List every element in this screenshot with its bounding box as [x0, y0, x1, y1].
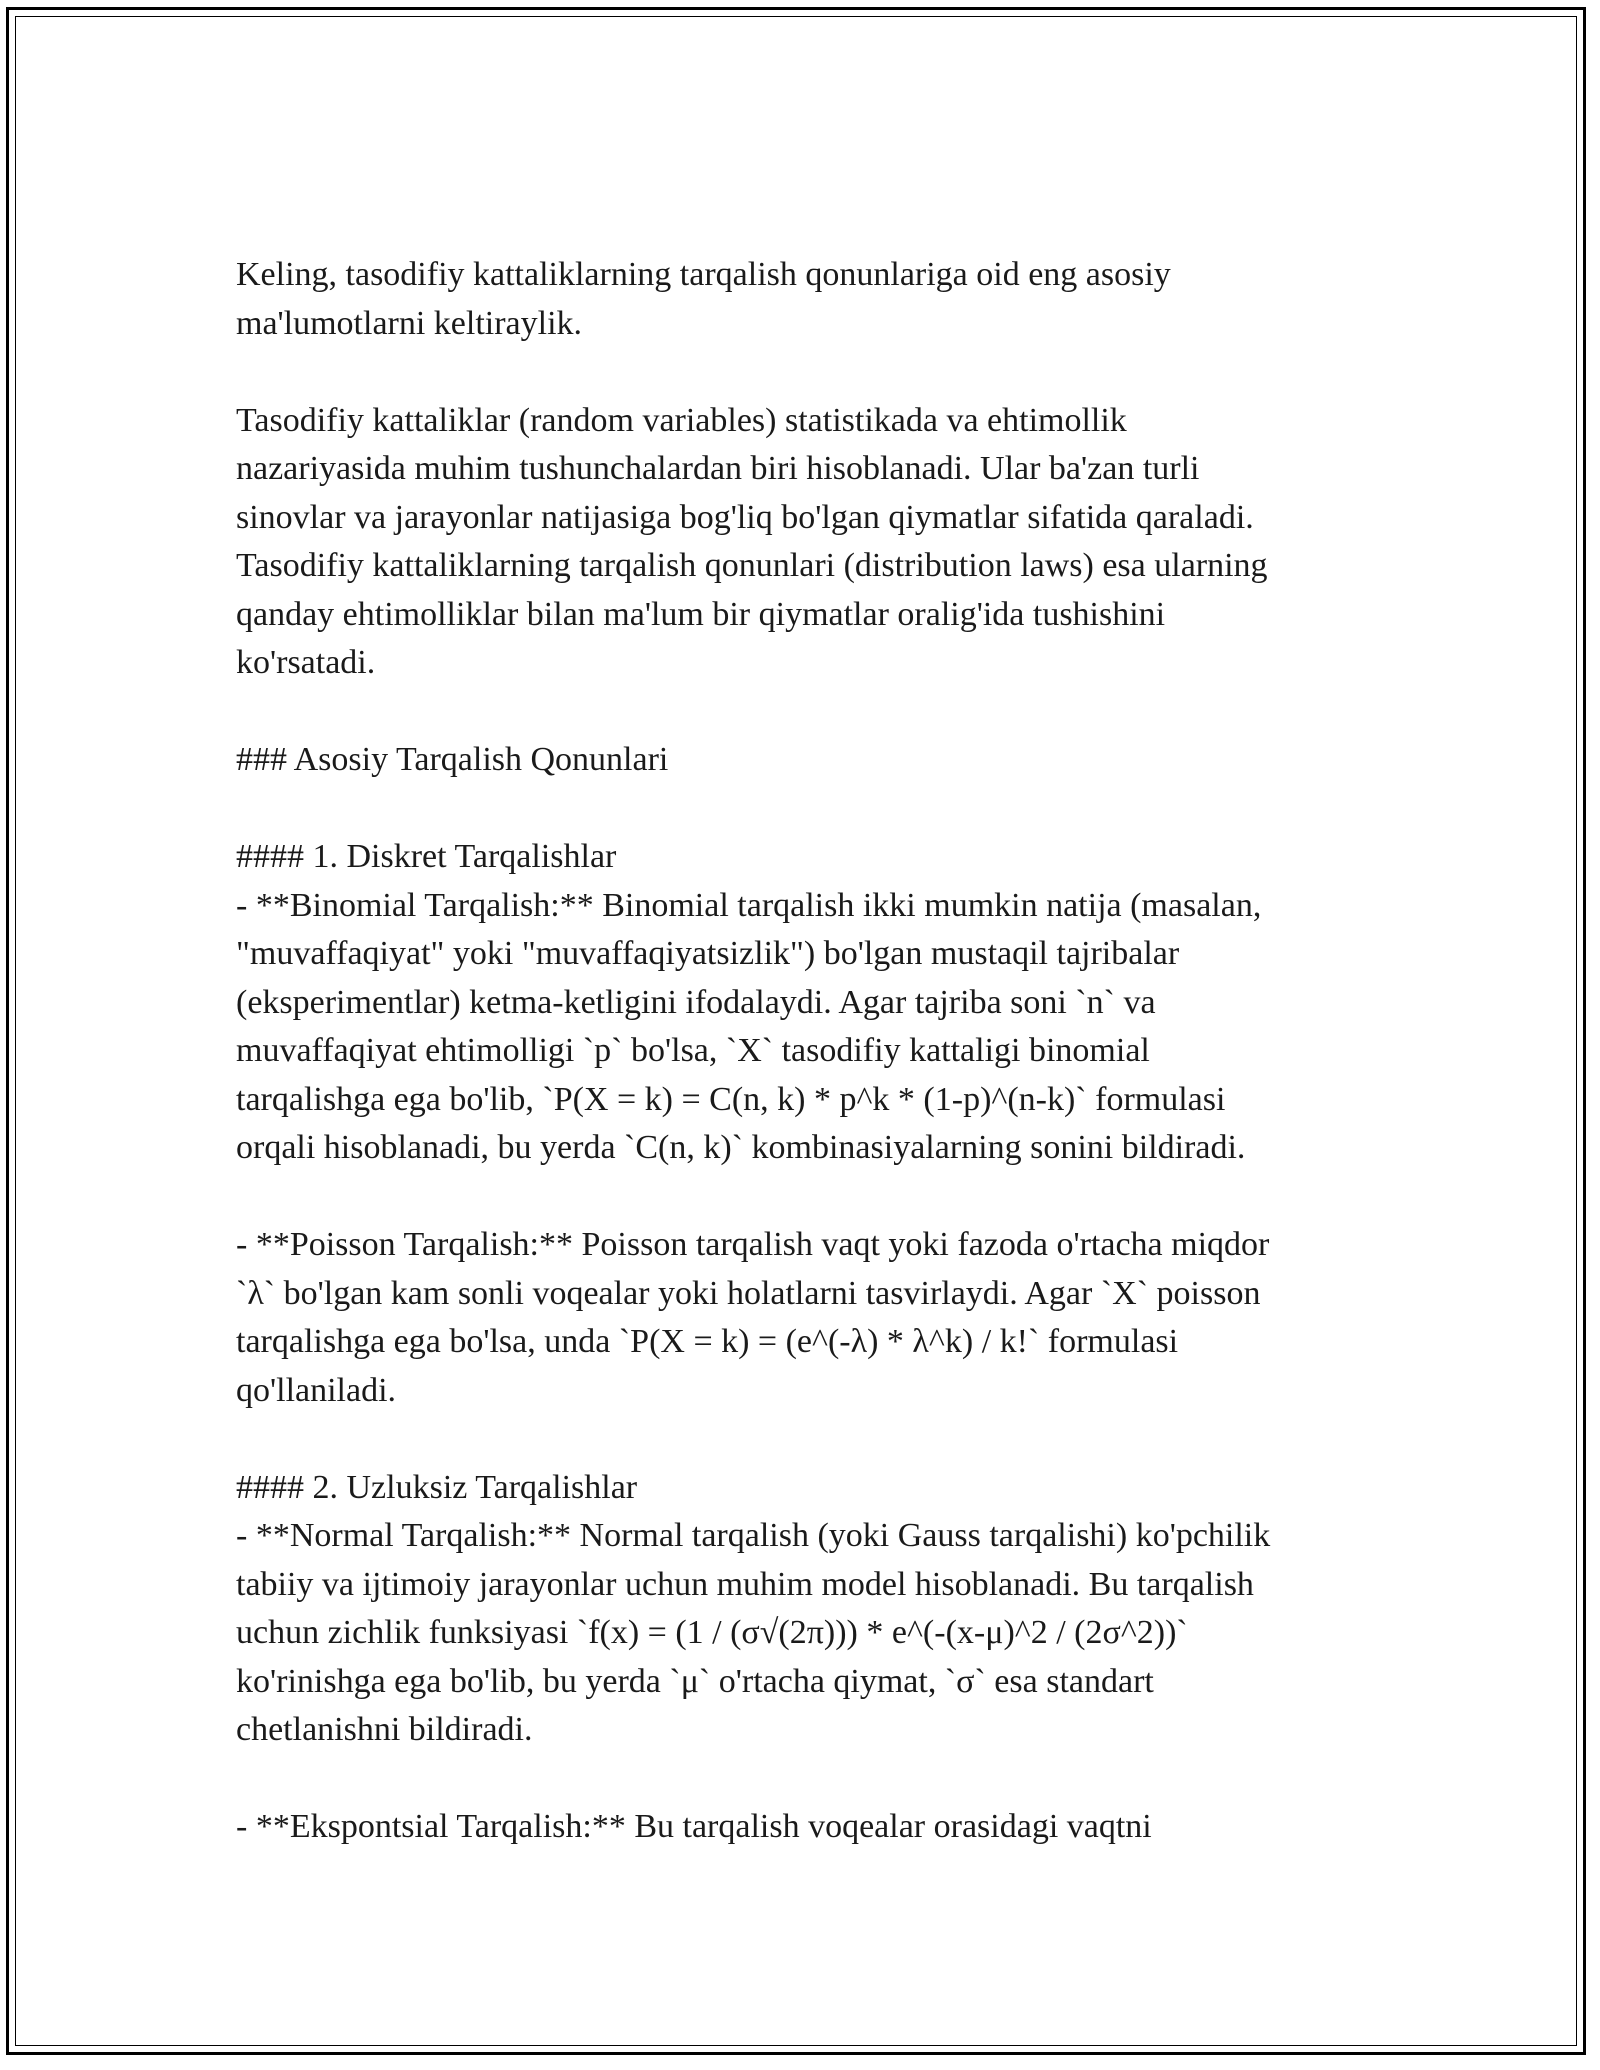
subsection-heading-discrete: #### 1. Diskret Tarqalishlar [236, 838, 617, 875]
section-heading-main-laws: ### Asosiy Tarqalish Qonunlari [236, 741, 669, 778]
subsection-heading-continuous: #### 2. Uzluksiz Tarqalishlar [236, 1468, 638, 1506]
poisson-list-item: - **Poisson Tarqalish:** Poisson tarqalish vaqt yoki fazoda o'rtacha miqdor `λ` bo'lgan kam sonli voqealar yoki holatlarni tasvirlaydi. Agar `X` poisson tarqalishga ega bo'lsa, unda `P(X = k) = (e^(-λ) * λ^k) / k!` formulasi qo'llaniladi. [236, 1226, 1270, 1409]
intro-paragraph: Keling, tasodifiy kattaliklarning tarqalish qonunlariga oid eng asosiy ma'lumotlarni keltiraylik. [236, 256, 1171, 342]
document-body [236, 251, 1356, 1852]
exponential-list-item: - **Ekspontsial Tarqalish:** Bu tarqalish voqealar orasidagi vaqtni [236, 1808, 1152, 1845]
normal-list-item: - **Normal Tarqalish:** Normal tarqalish (yoki Gauss tarqalishi) ko'pchilik tabiiy va ijtimoiy jarayonlar uchun muhim model hisoblanadi. Bu tarqalish uchun zichlik funksiyasi `f(x) = (1 / (σ√(2π))) * e^(-(x-μ)^2 / (2σ^2))` ko'rinishga ega bo'lib, bu yerda `μ` o'rtacha qiymat, `σ` esa standart chetlanishni bildiradi. [236, 1517, 1271, 1748]
binomial-list-item: - **Binomial Tarqalish:** Binomial tarqalish ikki mumkin natija (masalan, "muvaffaqiyat" yoki "muvaffaqiyatsizlik") bo'lgan mustaqil tajribalar (eksperimentlar) ketma-ketligini ifodalaydi. Agar tajriba soni `n` va muvaffaqiyat ehtimolligi `p` bo'lsa, `X` tasodifiy kattaligi binomial tarqalishga ega bo'lib, `P(X = k) = C(n, k) * p^k * (1-p)^(n-k)` formulasi orqali hisoblanadi, bu yerda `C(n, k)` kombinasiyalarning sonini bildiradi. [236, 886, 1262, 1166]
random-variables-paragraph: Tasodifiy kattaliklar (random variables) statistikada va ehtimollik nazariyasida muhim tushunchalardan biri hisoblanadi. Ular ba'zan turli sinovlar va jarayonlar natijasiga bog'liq bo'lgan qiymatlar sifatida qaraladi. Tasodifiy kattaliklarning tarqalish qonunlari (distribution laws) esa ularning qanday ehtimolliklar bilan ma'lum bir qiymatlar oralig'ida tushishini ko'rsatadi. [236, 401, 1268, 681]
